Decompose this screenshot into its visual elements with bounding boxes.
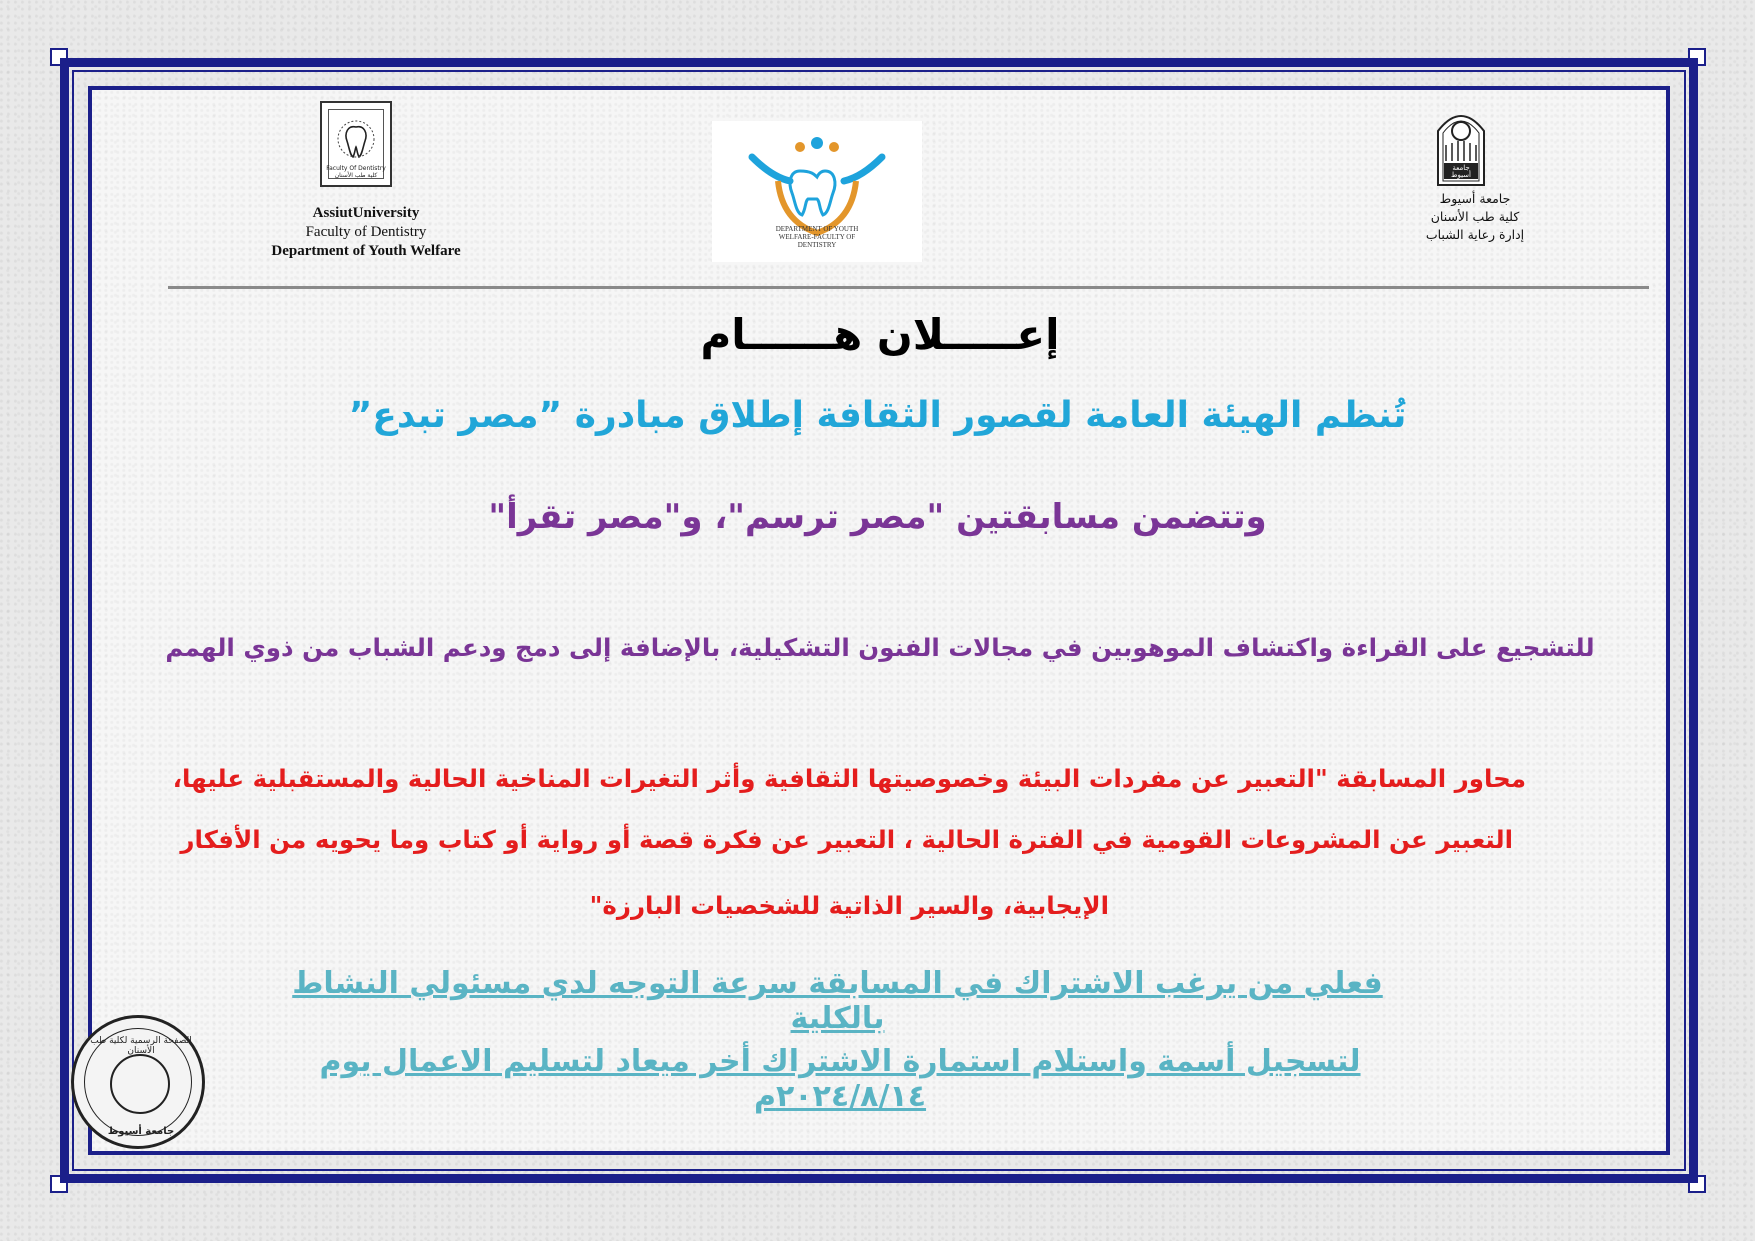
english-header — [230, 204, 502, 261]
youth-welfare-logo — [712, 121, 922, 262]
competition-axes-line-2: التعبير عن المشروعات القومية في الفترة الحالية ، التعبير عن فكرة قصة أو رواية أو كتاب وما يحويه من الأفكار — [180, 825, 1513, 854]
youth-logo-caption: DEPARTMENT OF YOUTH WELFARE-FACULTY OF DENTISTRY — [775, 225, 859, 249]
competition-axes-line-3: الإيجابية، والسير الذاتية للشخصيات البارزة" — [589, 891, 1109, 920]
announcement-title: إعـــــلان هــــــام — [700, 310, 1060, 359]
competitions-line: وتتضمن مسابقتين "مصر ترسم"، و"مصر تقرأ" — [488, 497, 1267, 537]
purpose-line: للتشجيع على القراءة واكتشاف الموهوبين في مجالات الفنون التشكيلية، بالإضافة إلى دمج ودعم الشباب من ذوي الهمم — [165, 633, 1595, 662]
official-page-stamp — [71, 1015, 205, 1149]
call-to-action-line-2: لتسجيل أسمة واستلام استمارة الاشتراك أخر ميعاد لتسليم الاعمال يوم ٢٠٢٤/٨/١٤م — [319, 1044, 1361, 1114]
header-divider — [168, 286, 1649, 289]
call-to-action-line-1: فعلي من يرغب الاشتراك في المسابقة سرعة التوجه لدي مسئولي النشاط بالكلية — [292, 966, 1383, 1036]
university-name-en: AssiutUniversity — [312, 205, 420, 221]
department-name-en: Department of Youth Welfare — [271, 243, 461, 259]
stamp-text-top: الصفحة الرسمية لكلية طب الأسنان — [90, 1036, 192, 1056]
faculty-name-ar: كلية طب الأسنان — [1430, 209, 1520, 224]
initiative-line: تُنظم الهيئة العامة لقصور الثقافة إطلاق مبادرة ”مصر تبدع” — [348, 395, 1407, 436]
university-name-ar: جامعة أسيوط — [1439, 191, 1511, 206]
arabic-header — [1390, 190, 1560, 244]
stamp-text-bottom: جامعة أسيوط — [107, 1126, 175, 1137]
faculty-of-dentistry-logo — [320, 101, 392, 187]
department-name-ar: إدارة رعاية الشباب — [1425, 227, 1525, 242]
university-logo-caption: جامعة أسيوط — [1450, 164, 1471, 179]
faculty-logo-caption: Faculty Of Dentistry كلية طب الأسنان — [326, 165, 386, 179]
faculty-name-en: Faculty of Dentistry — [305, 224, 427, 240]
assiut-university-logo — [1432, 101, 1490, 187]
competition-axes-line-1: محاور المسابقة "التعبير عن مفردات البيئة وخصوصيتها الثقافية وأثر التغيرات المناخية الحالية والمستقبلية عليها، — [172, 764, 1526, 793]
